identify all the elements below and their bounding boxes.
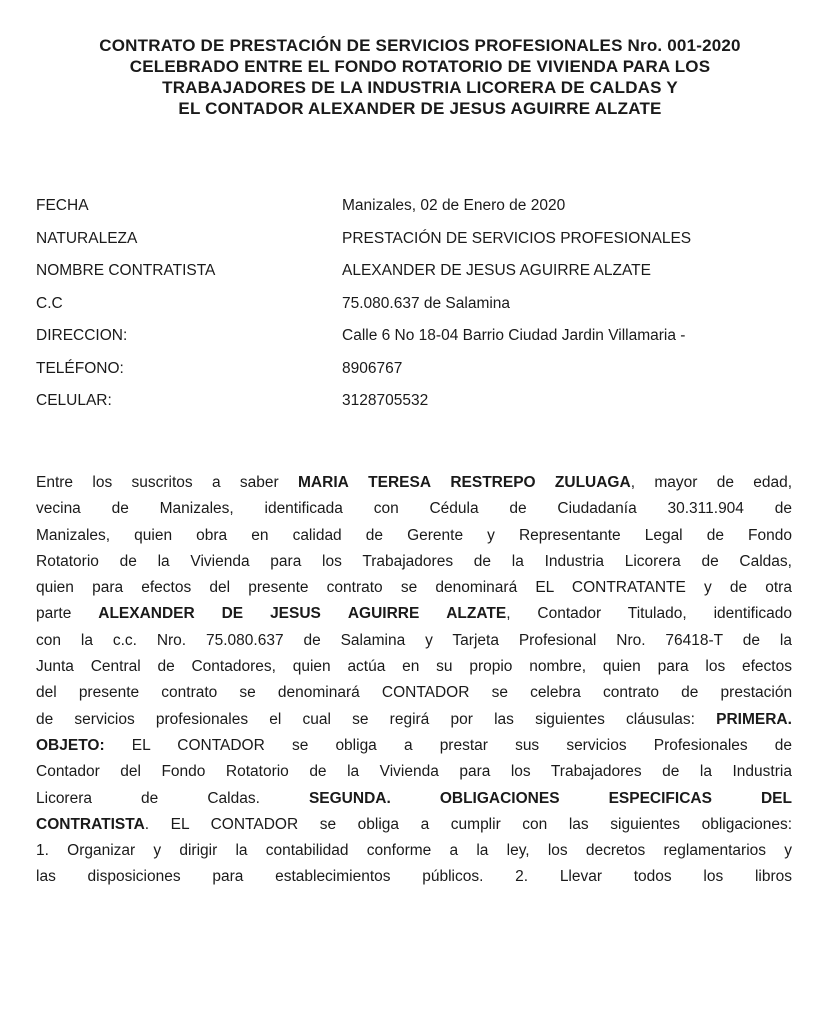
body-text: Nro.	[156, 631, 187, 649]
field-row-telefono	[36, 360, 796, 393]
body-text: ,	[630, 474, 635, 491]
body-text: de	[706, 526, 724, 544]
body-text: 1.	[36, 842, 49, 860]
body-text: Trabajadores	[362, 552, 454, 570]
body-line	[36, 575, 792, 601]
body-text: la	[80, 631, 93, 649]
title-line: CONTRATO DE PRESTACIÓN DE SERVICIOS PROFESIONALES Nro. 001-2020	[99, 36, 741, 55]
contract-fields	[36, 197, 796, 425]
body-line	[36, 707, 792, 733]
field-value: Calle 6 No 18-04 Barrio Ciudad Jardin Villamaria -	[342, 327, 686, 344]
body-text: Ciudadanía	[557, 500, 637, 518]
body-text: otra	[765, 579, 792, 597]
body-text: ,	[506, 605, 511, 623]
contract-body-paragraph	[36, 470, 792, 891]
body-text: obra	[196, 526, 228, 544]
body-text: todos	[633, 868, 672, 886]
body-text: de	[141, 789, 159, 807]
body-text: vecina	[36, 500, 81, 518]
field-value: 3128705532	[342, 392, 429, 409]
body-text: la	[699, 763, 712, 781]
body-text: las	[36, 868, 56, 886]
field-label: NOMBRE CONTRATISTA	[36, 262, 216, 279]
body-text: Rotatorio	[36, 552, 99, 570]
field-row-nombre-contratista	[36, 262, 796, 295]
body-text: las	[568, 815, 589, 833]
bold-text: ALEXANDER	[98, 605, 195, 623]
body-line	[36, 496, 792, 522]
body-text: con	[36, 631, 61, 649]
body-line	[36, 759, 792, 785]
body-line	[36, 654, 792, 680]
body-text: los	[547, 842, 568, 860]
field-value: PRESTACIÓN DE SERVICIOS PROFESIONALES	[342, 229, 692, 247]
body-text: sus	[515, 736, 540, 754]
body-text: EL	[170, 815, 190, 833]
body-text: y	[784, 842, 792, 860]
body-text: Fondo	[748, 526, 792, 544]
body-text: cumplir	[450, 815, 501, 833]
field-row-fecha	[36, 197, 796, 230]
body-text: Licorera	[36, 789, 92, 807]
body-text: de	[774, 500, 792, 518]
field-label: DIRECCION:	[36, 327, 128, 344]
body-text: y	[487, 526, 495, 544]
body-text: Legal	[644, 526, 683, 544]
field-label: FECHA	[36, 197, 89, 214]
title-line: TRABAJADORES DE LA INDUSTRIA LICORERA DE CALDAS Y	[162, 78, 678, 97]
body-text: identificada	[264, 500, 343, 518]
body-text: disposiciones	[87, 868, 181, 886]
title-line: EL CONTADOR ALEXANDER DE JESUS AGUIRRE ALZATE	[178, 99, 662, 118]
bold-text: OBLIGACIONES	[439, 789, 560, 807]
bold-text: ZULUAGA	[554, 474, 631, 491]
body-line	[36, 812, 792, 838]
body-text: Trabajadores	[550, 763, 642, 781]
body-text: decretos	[585, 842, 646, 860]
body-text: de	[36, 710, 54, 728]
body-text: públicos.	[422, 868, 484, 886]
body-text: los	[92, 474, 113, 491]
body-text: se	[352, 710, 369, 728]
body-text: obligaciones:	[701, 815, 792, 833]
body-text: Central	[90, 658, 141, 676]
body-text: las	[494, 710, 514, 728]
body-text: efectos	[141, 579, 192, 597]
body-text: quien	[36, 579, 74, 597]
body-text: Contador	[537, 605, 602, 623]
body-text: Junta	[36, 658, 74, 676]
body-text: contrato	[603, 684, 660, 702]
body-text: Entre	[36, 474, 74, 491]
bold-text: DE	[221, 605, 244, 623]
body-text: nombre,	[529, 658, 587, 676]
body-line	[36, 523, 792, 549]
body-text: de	[662, 763, 680, 781]
body-text: a	[403, 736, 413, 754]
document-title	[40, 35, 800, 119]
body-text: de	[509, 500, 527, 518]
body-text: denominará	[277, 684, 360, 702]
bold-text: SEGUNDA.	[308, 789, 391, 807]
body-text: Vivienda	[379, 763, 439, 781]
body-text: Manizales,	[36, 526, 111, 544]
body-text: libros	[754, 868, 792, 886]
body-text: el	[269, 710, 282, 728]
body-text: denominará	[435, 579, 518, 597]
body-line	[36, 680, 792, 706]
bold-text: CONTRATISTA	[36, 815, 145, 833]
body-text: se	[400, 579, 418, 597]
body-text: en	[251, 526, 269, 544]
body-text: se	[291, 736, 309, 754]
field-row-direccion	[36, 327, 796, 360]
body-text: Representante	[518, 526, 621, 544]
body-text: cláusulas:	[626, 710, 695, 728]
body-text: Nro.	[616, 631, 646, 649]
body-text: mayor	[654, 474, 698, 491]
body-text: identificado	[713, 605, 792, 623]
body-text: presente	[78, 684, 140, 702]
body-text: se	[239, 684, 256, 702]
body-text: Manizales,	[159, 500, 234, 518]
body-text: siguientes	[610, 815, 681, 833]
body-text: del	[120, 763, 141, 781]
field-label: TELÉFONO:	[36, 359, 124, 377]
body-line	[36, 733, 792, 759]
body-text: en	[402, 658, 420, 676]
body-text: actúa	[347, 658, 386, 676]
body-text: Salamina	[340, 631, 406, 649]
body-text: Profesionales	[653, 736, 748, 754]
body-text: a	[449, 842, 459, 860]
body-text: contrato	[161, 684, 218, 702]
body-text: quien	[292, 658, 331, 676]
body-text: del	[209, 579, 231, 597]
body-text: la	[157, 552, 170, 570]
body-text: de	[119, 552, 137, 570]
body-text: de	[157, 658, 175, 676]
body-text: EL	[535, 579, 554, 597]
body-text: Contadores,	[191, 658, 276, 676]
body-text: Llevar	[559, 868, 603, 886]
body-text: su	[436, 658, 453, 676]
body-text: por	[450, 710, 473, 728]
body-text: de	[111, 500, 129, 518]
body-text: c.c.	[112, 631, 137, 649]
body-text: de	[742, 631, 760, 649]
body-text: Licorera	[624, 552, 681, 570]
body-line	[36, 549, 792, 575]
body-text: de	[701, 552, 719, 570]
body-text: la	[476, 842, 489, 860]
body-text: servicios	[74, 710, 135, 728]
body-text: para	[92, 579, 124, 597]
body-text: y	[153, 842, 162, 860]
body-text: cual	[302, 710, 331, 728]
body-text: para	[270, 552, 302, 570]
body-text: la	[235, 842, 248, 860]
body-text: de	[365, 526, 383, 544]
body-text: los	[322, 552, 342, 570]
body-text: CONTADOR	[177, 736, 265, 754]
body-text: obliga	[335, 736, 377, 754]
body-line	[36, 628, 792, 654]
body-text: Cédula	[429, 500, 479, 518]
body-text: a	[211, 474, 221, 491]
field-row-cc	[36, 295, 796, 328]
body-text: suscritos	[131, 474, 193, 491]
body-text: se	[491, 684, 508, 702]
body-text: saber	[239, 474, 279, 491]
bold-text: MARIA	[298, 474, 349, 491]
bold-text: ESPECIFICAS	[608, 789, 712, 807]
bold-text: TERESA	[368, 474, 432, 491]
body-text: CONTADOR	[210, 815, 299, 833]
body-text: Tarjeta	[452, 631, 499, 649]
body-text: dirigir	[179, 842, 218, 860]
bold-text: DEL	[760, 789, 792, 807]
field-row-celular	[36, 392, 796, 425]
field-value: 8906767	[342, 359, 403, 377]
body-text: se	[319, 815, 337, 833]
body-text: edad,	[753, 474, 792, 491]
body-text: calidad	[292, 526, 342, 544]
body-text: Titulado,	[627, 605, 687, 623]
body-text: servicios	[566, 736, 627, 754]
body-text: prestar	[439, 736, 488, 754]
body-line	[36, 786, 792, 812]
field-value: 75.080.637 de Salamina	[342, 294, 511, 312]
body-text: de	[729, 579, 748, 597]
body-text: y	[703, 579, 712, 597]
body-text: Contador	[36, 763, 100, 781]
field-value: Manizales, 02 de Enero de 2020	[342, 197, 566, 214]
body-text: los	[510, 763, 531, 781]
body-text: con	[373, 500, 399, 518]
bold-text: JESUS	[270, 605, 321, 623]
body-text: Profesional	[518, 631, 597, 649]
body-text: Industria	[544, 552, 605, 570]
body-text: .	[144, 815, 150, 833]
bold-text: OBJETO:	[36, 736, 105, 754]
body-text: de	[774, 736, 792, 754]
body-text: con	[522, 815, 548, 833]
body-text: quien	[134, 526, 173, 544]
body-text: contabilidad	[265, 842, 349, 860]
field-value: ALEXANDER DE JESUS AGUIRRE ALZATE	[342, 262, 651, 279]
body-text: de	[716, 474, 734, 491]
body-text: regirá	[389, 710, 430, 728]
bold-text: PRIMERA.	[716, 710, 792, 728]
body-text: CONTADOR	[381, 684, 470, 702]
body-text: a	[420, 815, 430, 833]
body-text: Industria	[732, 763, 792, 781]
body-text: contrato	[326, 579, 383, 597]
body-text: 75.080.637	[206, 631, 284, 649]
body-text: Organizar	[67, 842, 136, 860]
body-line	[36, 470, 792, 496]
body-text: los	[705, 658, 726, 676]
field-label: C.C	[36, 294, 63, 312]
body-text: la	[347, 763, 360, 781]
body-text: Rotatorio	[225, 763, 289, 781]
body-text: de	[309, 763, 327, 781]
body-text: propio	[469, 658, 513, 676]
body-text: quien	[602, 658, 641, 676]
body-text: CONTRATANTE	[571, 579, 686, 597]
body-text: reglamentarios	[663, 842, 767, 860]
body-text: obliga	[357, 815, 400, 833]
body-text: Vivienda	[190, 552, 250, 570]
body-text: Caldas,	[739, 552, 792, 570]
body-text: la	[779, 631, 792, 649]
body-text: Gerente	[407, 526, 464, 544]
body-text: conforme	[366, 842, 432, 860]
body-text: de	[473, 552, 492, 570]
body-text: profesionales	[155, 710, 249, 728]
body-text: los	[703, 868, 724, 886]
body-line	[36, 838, 792, 864]
body-text: celebra	[530, 684, 581, 702]
body-text: Caldas.	[207, 789, 260, 807]
bold-text: AGUIRRE	[347, 605, 420, 623]
body-text: 76418-T	[665, 631, 723, 649]
body-text: para	[657, 658, 689, 676]
body-text: prestación	[720, 684, 792, 702]
body-text: 2.	[515, 868, 529, 886]
field-row-naturaleza	[36, 230, 796, 263]
body-text: establecimientos	[275, 868, 391, 886]
bold-text: ALZATE	[446, 605, 507, 623]
body-text: de	[681, 684, 699, 702]
field-label: CELULAR:	[36, 392, 112, 409]
body-text: la	[511, 552, 524, 570]
body-text: presente	[248, 579, 309, 597]
body-text: y	[425, 631, 433, 649]
body-text: EL	[131, 736, 151, 754]
body-line	[36, 864, 792, 890]
body-text: siguientes	[535, 710, 605, 728]
field-label: NATURALEZA	[36, 229, 138, 247]
body-text: ley,	[506, 842, 530, 860]
body-text: parte	[36, 605, 72, 623]
title-line: CELEBRADO ENTRE EL FONDO ROTATORIO DE VIVIENDA PARA LOS	[129, 57, 711, 76]
bold-text: RESTREPO	[450, 474, 536, 491]
body-text: 30.311.904	[667, 500, 744, 518]
body-text: Fondo	[161, 763, 206, 781]
body-text: efectos	[742, 658, 792, 676]
body-text: para	[459, 763, 491, 781]
body-text: del	[36, 684, 57, 702]
body-text: de	[303, 631, 321, 649]
body-text: para	[212, 868, 244, 886]
body-line	[36, 601, 792, 627]
